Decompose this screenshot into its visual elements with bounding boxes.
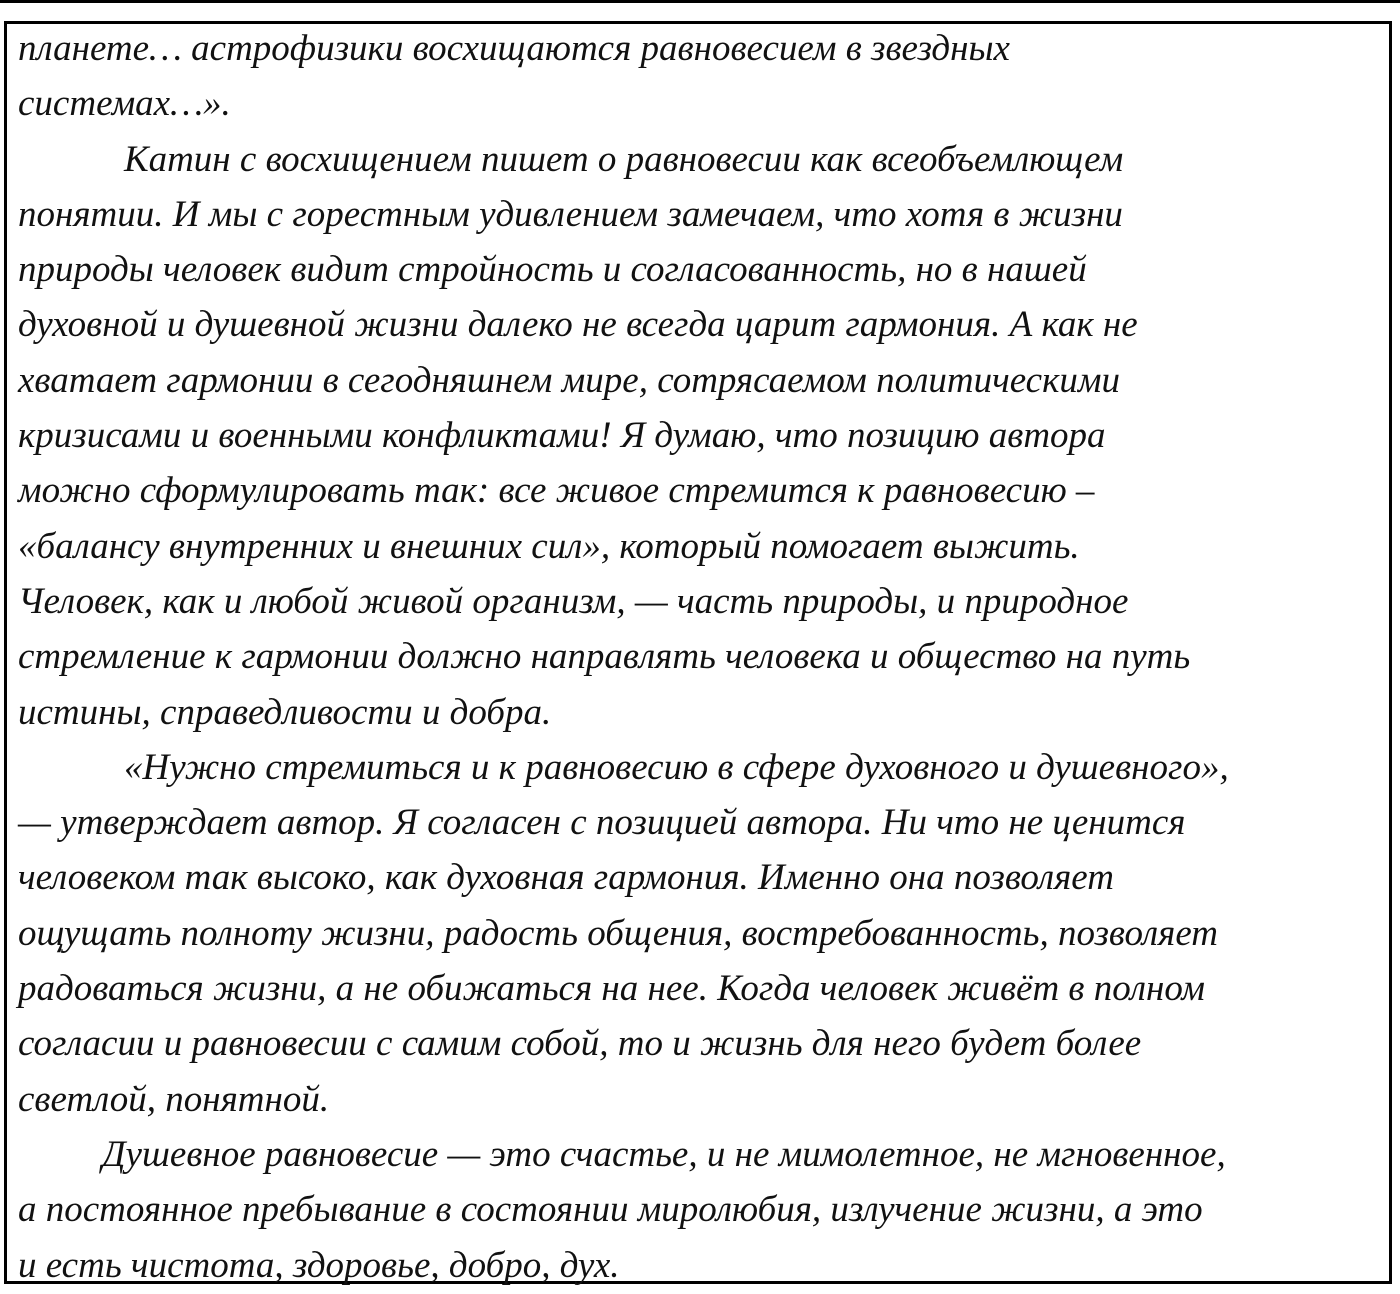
paragraph-start: Душевное равновесие — это счастье, и не мимолетное, не мгновенное, xyxy=(102,1133,1226,1175)
top-rule xyxy=(0,0,1400,3)
text-line: «балансу внутренних и внешних сил», который помогает выжить. xyxy=(18,525,1080,567)
text-line: человеком так высоко, как духовная гармония. Именно она позволяет xyxy=(18,857,1114,899)
text-line: согласии и равновесии с самим собой, то и жизнь для него будет более xyxy=(18,1023,1142,1065)
text-line: истины, справедливости и добра. xyxy=(18,691,552,733)
essay-text xyxy=(18,21,1388,1293)
text-line: Человек, как и любой живой организм, — часть природы, и природное xyxy=(18,580,1129,622)
text-line: и есть чистота, здоровье, добро, дух. xyxy=(18,1244,620,1286)
text-line: радоваться жизни, а не обижаться на нее. Когда человек живёт в полном xyxy=(18,968,1206,1010)
paragraph-start: Катин с восхищением пишет о равновесии как всеобъемлющем xyxy=(124,138,1124,180)
text-line: светлой, понятной. xyxy=(18,1078,330,1120)
text-line: планете… астрофизики восхищаются равновесием в звездных xyxy=(18,28,1010,69)
text-line: системах…». xyxy=(18,83,231,125)
text-line: понятии. И мы с горестным удивлением замечаем, что хотя в жизни xyxy=(18,193,1123,235)
text-line: хватает гармонии в сегодняшнем мире, сотрясаемом политическими xyxy=(18,359,1121,401)
text-line: стремление к гармонии должно направлять человека и общество на путь xyxy=(18,636,1191,678)
text-line: природы человек видит стройность и согласованность, но в нашей xyxy=(18,249,1087,291)
text-line: — утверждает автор. Я согласен с позицией автора. Ни что не ценится xyxy=(18,802,1186,844)
text-line: ощущать полноту жизни, радость общения, востребованность, позволяет xyxy=(18,912,1219,954)
text-line: духовной и душевной жизни далеко не всегда царит гармония. А как не xyxy=(18,304,1138,346)
text-line: а постоянное пребывание в состоянии миролюбия, излучение жизни, а это xyxy=(18,1189,1203,1231)
text-line: кризисами и военными конфликтами! Я думаю, что позицию автора xyxy=(18,415,1106,457)
paragraph-start: «Нужно стремиться и к равновесию в сфере духовного и душевного», xyxy=(124,746,1229,788)
text-line: можно сформулировать так: все живое стремится к равновесию – xyxy=(18,470,1095,512)
